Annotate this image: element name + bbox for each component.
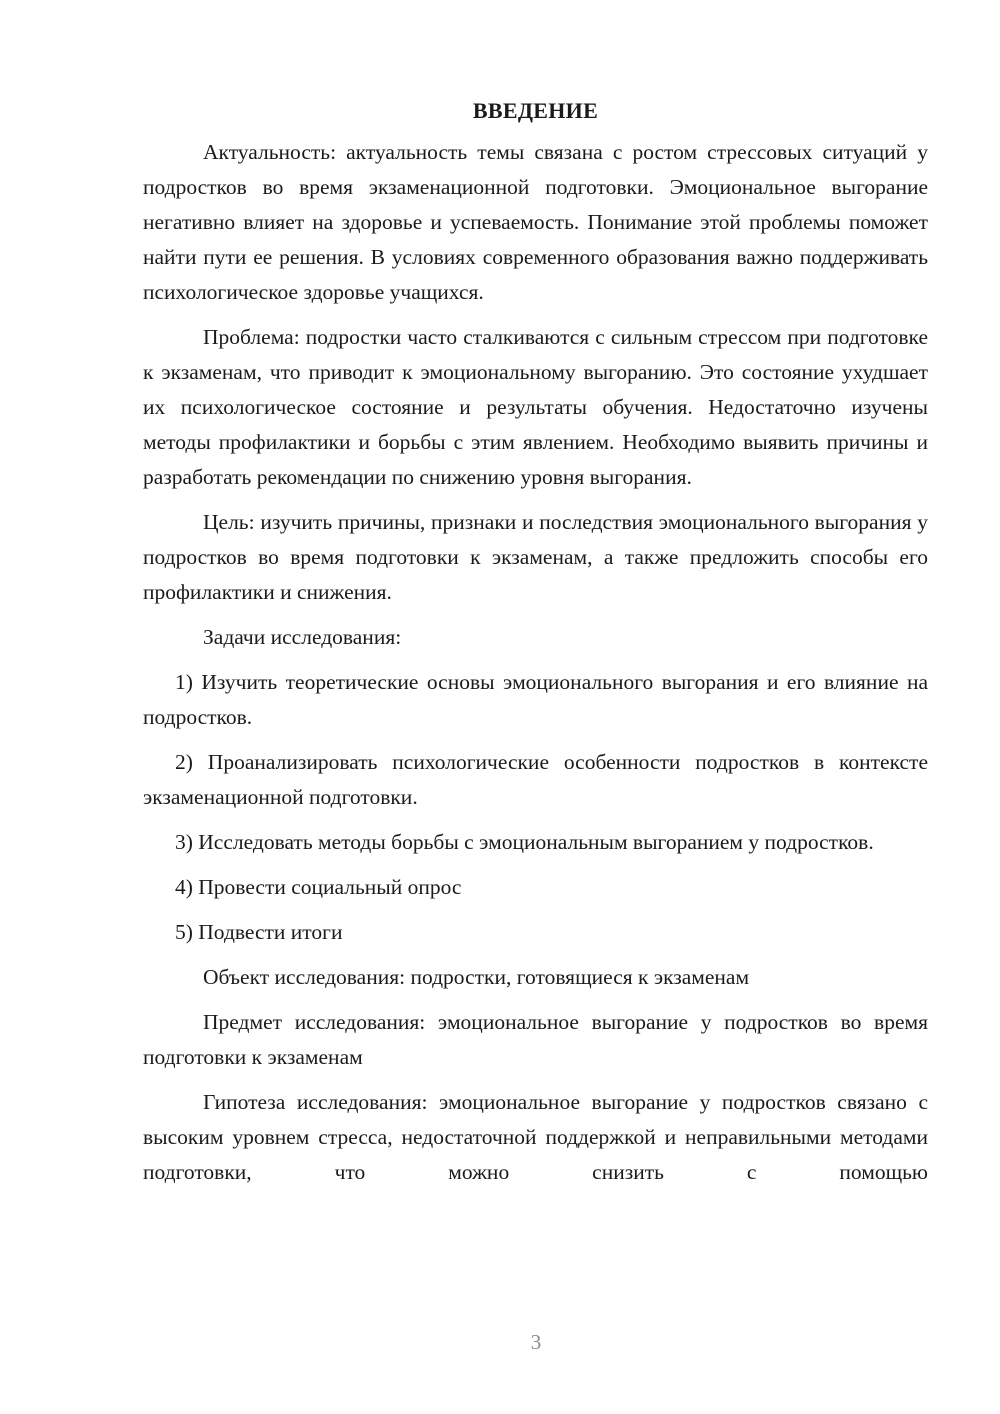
paragraph-goal: Цель: изучить причины, признаки и последствия эмоционального выгорания у подростков во время подготовки к экзаменам, а также предложить способы его профилактики и снижения. xyxy=(143,510,928,604)
paragraph-object: Объект исследования: подростки, готовящиеся к экзаменам xyxy=(203,965,750,989)
paragraph-problem: Проблема: подростки часто сталкиваются с сильным стрессом при подготовке к экзаменам, что приводит к эмоциональному выгоранию. Это состояние ухудшает их психологическое состояние и результаты обучения. Недостаточно изучены методы профилактики и борьбы с этим явлением. Необходимо выявить причины и разработать рекомендации по снижению уровня выгорания. xyxy=(143,325,928,489)
task-item: 2) Проанализировать психологические особенности подростков в контексте экзаменационной подготовки. xyxy=(143,750,928,809)
paragraph-relevance: Актуальность: актуальность темы связана с ростом стрессовых ситуаций у подростков во время экзаменационной подготовки. Эмоциональное выгорание негативно влияет на здоровье и успеваемость. Понимание этой проблемы поможет найти пути ее решения. В условиях современного образования важно поддерживать психологическое здоровье учащихся. xyxy=(143,140,928,304)
tasks-heading: Задачи исследования: xyxy=(203,625,402,649)
page-number: 3 xyxy=(530,1330,542,1354)
paragraph-subject: Предмет исследования: эмоциональное выгорание у подростков во время подготовки к экзаменам xyxy=(143,1010,928,1069)
paragraph-hypothesis: Гипотеза исследования: эмоциональное выгорание у подростков связано с высоким уровнем стресса, недостаточной поддержкой и неправильными методами подготовки, что можно снизить с помощью xyxy=(143,1090,928,1184)
page-body xyxy=(143,94,928,1200)
task-item: 1) Изучить теоретические основы эмоционального выгорания и его влияние на подростков. xyxy=(143,670,928,729)
task-item: 3) Исследовать методы борьбы с эмоциональным выгоранием у подростков. xyxy=(175,830,874,854)
task-item: 5) Подвести итоги xyxy=(175,920,343,944)
task-item: 4) Провести социальный опрос xyxy=(175,875,462,899)
section-title: ВВЕДЕНИЕ xyxy=(472,98,599,123)
